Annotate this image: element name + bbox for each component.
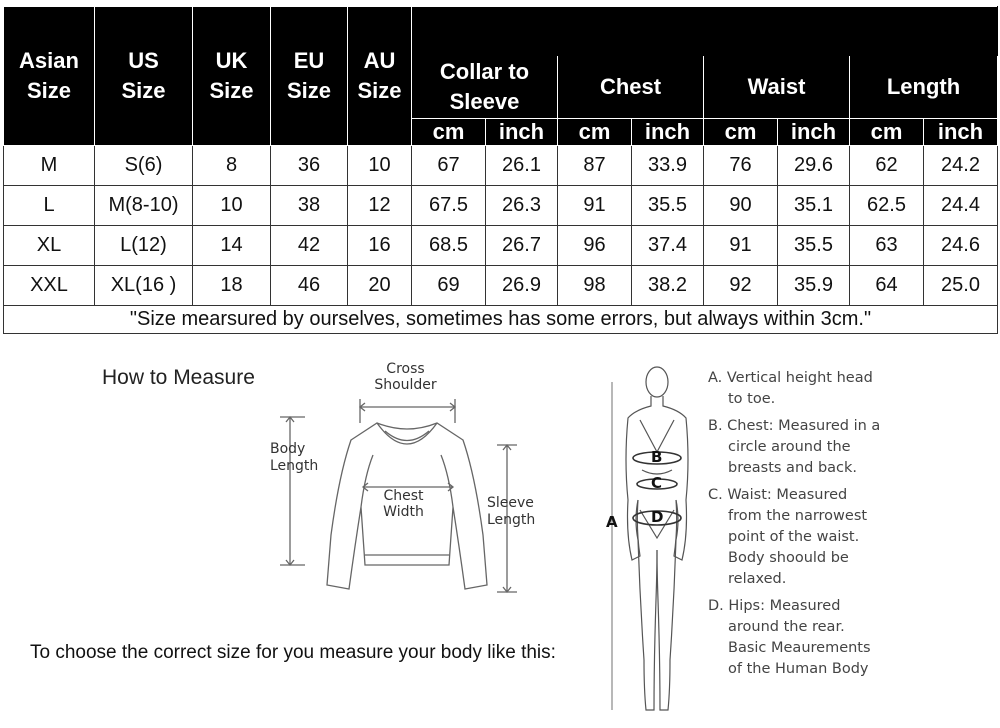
table-cell: M xyxy=(4,145,95,185)
header-us-size: US Size xyxy=(95,7,193,146)
table-cell: 91 xyxy=(558,185,632,225)
table-cell: 62 xyxy=(850,145,924,185)
table-cell: 96 xyxy=(558,226,632,266)
body-length-label: Body Length xyxy=(270,441,319,474)
table-cell: 24.6 xyxy=(924,226,998,266)
unit-cm: cm xyxy=(412,119,486,146)
table-cell: 26.1 xyxy=(486,145,558,185)
unit-cm: cm xyxy=(850,119,924,146)
table-cell: 76 xyxy=(704,145,778,185)
table-row xyxy=(4,145,998,185)
table-cell: 8 xyxy=(193,145,271,185)
table-cell: 69 xyxy=(412,266,486,306)
legend-d: D. Hips: Measured around the rear. Basic Meaurements of the Human Body xyxy=(708,598,871,677)
table-cell: L(12) xyxy=(95,226,193,266)
table-cell: 35.5 xyxy=(778,226,850,266)
table-cell: 16 xyxy=(348,226,412,266)
header-collar-to-sleeve: Collar to Sleeve xyxy=(412,56,558,119)
table-cell: 25.0 xyxy=(924,266,998,306)
table-cell: 33.9 xyxy=(632,145,704,185)
table-cell: 46 xyxy=(271,266,348,306)
table-cell: 98 xyxy=(558,266,632,306)
table-cell: 67.5 xyxy=(412,185,486,225)
table-cell: 68.5 xyxy=(412,226,486,266)
table-row xyxy=(4,266,998,306)
marker-d: D xyxy=(651,508,664,526)
measurement-note: "Size mearsured by ourselves, sometimes has some errors, but always within 3cm." xyxy=(4,306,998,334)
unit-inch: inch xyxy=(632,119,704,146)
table-cell: 24.2 xyxy=(924,145,998,185)
table-cell: 14 xyxy=(193,226,271,266)
table-cell: 26.9 xyxy=(486,266,558,306)
table-cell: M(8-10) xyxy=(95,185,193,225)
size-chart-table xyxy=(3,6,998,334)
table-cell: 26.7 xyxy=(486,226,558,266)
table-cell: 91 xyxy=(704,226,778,266)
table-cell: 18 xyxy=(193,266,271,306)
table-cell: XXL xyxy=(4,266,95,306)
header-eu-size: EU Size xyxy=(271,7,348,146)
header-top-band xyxy=(412,7,998,56)
sleeve-length-label: Sleeve Length xyxy=(487,495,536,528)
marker-c: C xyxy=(651,474,663,492)
table-cell: 24.4 xyxy=(924,185,998,225)
cross-shoulder-label: Cross Shoulder xyxy=(374,361,437,393)
unit-inch: inch xyxy=(486,119,558,146)
table-cell: 35.9 xyxy=(778,266,850,306)
unit-cm: cm xyxy=(558,119,632,146)
table-cell: 10 xyxy=(193,185,271,225)
table-cell: 90 xyxy=(704,185,778,225)
table-cell: 87 xyxy=(558,145,632,185)
table-cell: L xyxy=(4,185,95,225)
body-diagram xyxy=(600,360,710,728)
table-cell: 35.1 xyxy=(778,185,850,225)
chest-width-label: Chest Width xyxy=(383,488,424,520)
table-row xyxy=(4,226,998,266)
marker-b: B xyxy=(651,448,663,466)
marker-a: A xyxy=(606,513,618,531)
choose-size-instruction: To choose the correct size for you measure your body like this: xyxy=(30,642,556,663)
header-uk-size: UK Size xyxy=(193,7,271,146)
table-cell: 12 xyxy=(348,185,412,225)
unit-inch: inch xyxy=(778,119,850,146)
table-cell: 20 xyxy=(348,266,412,306)
table-cell: 36 xyxy=(271,145,348,185)
table-cell: 63 xyxy=(850,226,924,266)
unit-cm: cm xyxy=(704,119,778,146)
table-cell: XL(16 ) xyxy=(95,266,193,306)
table-cell: S(6) xyxy=(95,145,193,185)
table-cell: 67 xyxy=(412,145,486,185)
table-cell: 62.5 xyxy=(850,185,924,225)
table-cell: 38.2 xyxy=(632,266,704,306)
table-cell: 38 xyxy=(271,185,348,225)
table-cell: 37.4 xyxy=(632,226,704,266)
measurement-legend xyxy=(708,368,998,686)
header-waist: Waist xyxy=(704,56,850,119)
table-cell: 35.5 xyxy=(632,185,704,225)
header-length: Length xyxy=(850,56,998,119)
header-asian-size: Asian Size xyxy=(4,7,95,146)
table-cell: 42 xyxy=(271,226,348,266)
table-cell: 29.6 xyxy=(778,145,850,185)
legend-c: C. Waist: Measured from the narrowest point of the waist. Body shoould be relaxed. xyxy=(708,487,868,587)
legend-a: A. Vertical height head to toe. xyxy=(708,370,873,407)
header-au-size: AU Size xyxy=(348,7,412,146)
table-cell: 26.3 xyxy=(486,185,558,225)
table-cell: 10 xyxy=(348,145,412,185)
table-row xyxy=(4,185,998,225)
unit-inch: inch xyxy=(924,119,998,146)
legend-b: B. Chest: Measured in a circle around the breasts and back. xyxy=(708,418,881,476)
table-cell: 64 xyxy=(850,266,924,306)
table-cell: XL xyxy=(4,226,95,266)
header-chest: Chest xyxy=(558,56,704,119)
table-cell: 92 xyxy=(704,266,778,306)
how-to-measure-title: How to Measure xyxy=(102,366,255,389)
